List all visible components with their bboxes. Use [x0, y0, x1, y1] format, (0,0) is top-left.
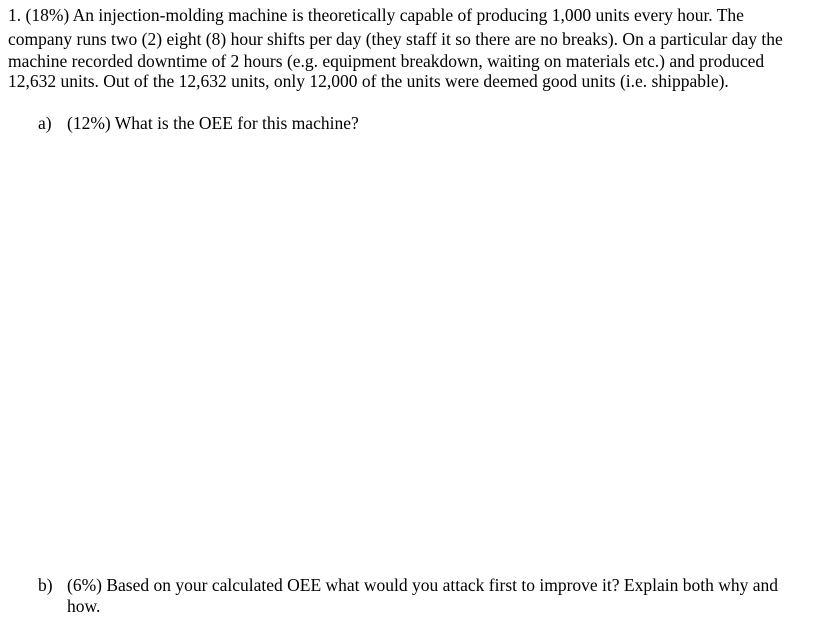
subquestion-line: (12%) What is the OEE for this machine?	[67, 113, 359, 133]
subquestion-line: (6%) Based on your calculated OEE what would you attack first to improve it? Explain both why and	[67, 575, 778, 595]
subquestion-text	[67, 113, 359, 133]
question-line: 12,632 units. Out of the 12,632 units, only 12,000 of the units were deemed good units (i.e. shippable).	[8, 71, 729, 91]
subquestion-text	[67, 575, 778, 616]
subquestion-marker: b)	[38, 575, 53, 595]
question-line: machine recorded downtime of 2 hours (e.g. equipment breakdown, waiting on materials etc.) and produced	[8, 51, 765, 71]
subquestion-line: how.	[67, 596, 101, 616]
question-line: 1. (18%) An injection-molding machine is theoretically capable of producing 1,000 units every hour. The	[8, 5, 744, 25]
question-line: company runs two (2) eight (8) hour shifts per day (they staff it so there are no breaks). On a particular day the	[8, 29, 783, 49]
subquestion-marker: a)	[38, 113, 52, 133]
